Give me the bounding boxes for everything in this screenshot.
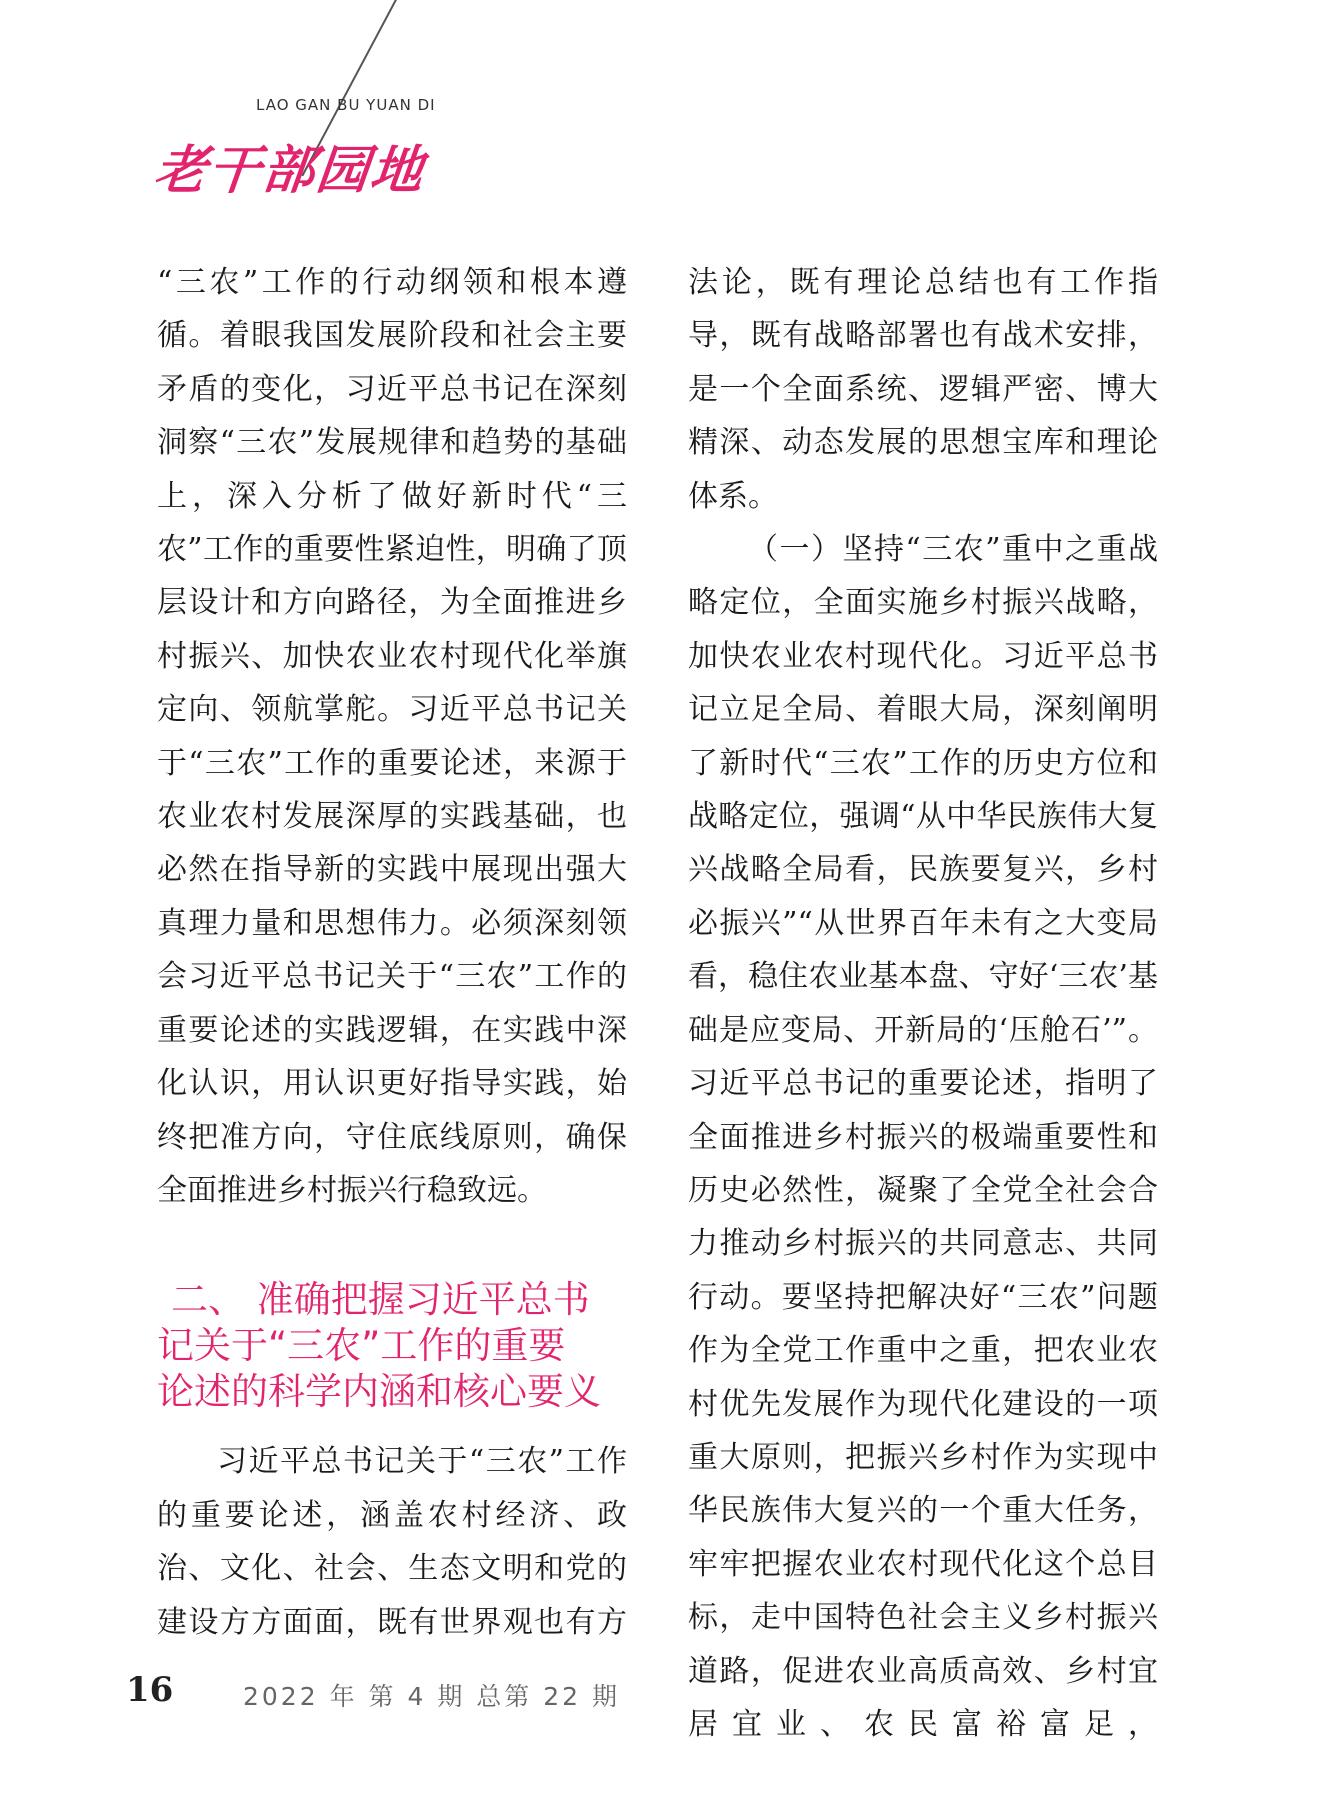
issue-info: 2022 年 第 4 期 总第 22 期 xyxy=(243,1682,620,1711)
right-column xyxy=(688,256,1158,1751)
section-heading-line-2: 记关于“三农”工作的重要 xyxy=(157,1324,566,1368)
masthead-pinyin: LAO GAN BU YUAN DI xyxy=(256,96,436,114)
page-number: 16 xyxy=(126,1670,174,1710)
left-paragraph-1: “三农”工作的行动纲领和根本遵循。着眼我国发展阶段和社会主要矛盾的变化，习近平总书记在深刻洞察“三农”发展规律和趋势的基础上，深入分析了做好新时代“三农”工作的重要性紧迫性，明确了顶层设计和方向路径，为全面推进乡村振兴、加快农业农村现代化举旗定向、领航掌舵。习近平总书记关于“三农”工作的重要论述，来源于农业农村发展深厚的实践基础，也必然在指导新的实践中展现出强大真理力量和思想伟力。必须深刻领会习近平总书记关于“三农”工作的重要论述的实践逻辑，在实践中深化认识，用认识更好指导实践，始终把准方向，守住底线原则，确保全面推进乡村振兴行稳致远。 xyxy=(157,265,627,1208)
section-heading-line-1: 二、 准确把握习近平总书 xyxy=(171,1278,590,1322)
left-paragraph-2: 习近平总书记关于“三农”工作的重要论述，涵盖农村经济、政治、文化、社会、生态文明和党的建设方方面面，既有世界观也有方 xyxy=(157,1444,627,1640)
left-column xyxy=(157,256,627,1649)
section-heading xyxy=(157,1277,627,1415)
masthead-logo: 老干部园地 xyxy=(151,140,428,201)
right-paragraph-1: 法论，既有理论总结也有工作指导，既有战略部署也有战术安排，是一个全面系统、逻辑严密、博大精深、动态发展的思想宝库和理论体系。 xyxy=(688,265,1158,514)
section-heading-line-3: 论述的科学内涵和核心要义 xyxy=(157,1370,601,1414)
right-paragraph-2: （一）坚持“三农”重中之重战略定位，全面实施乡村振兴战略，加快农业农村现代化。习近平总书记立足全局、着眼大局，深刻阐明了新时代“三农”工作的历史方位和战略定位，强调“从中华民族伟大复兴战略全局看，民族要复兴，乡村必振兴”“从世界百年未有之大变局看，稳住农业基本盘、守好‘三农’基础是应变局、开新局的‘压舱石’”。习近平总书记的重要论述，指明了全面推进乡村振兴的极端重要性和历史必然性，凝聚了全党全社会合力推动乡村振兴的共同意志、共同行动。要坚持把解决好“三农”问题作为全党工作重中之重，把农业农村优先发展作为现代化建设的一项重大原则，把振兴乡村作为实现中华民族伟大复兴的一个重大任务，牢牢把握农业农村现代化这个总目标，走中国特色社会主义乡村振兴道路，促进农业高质高效、乡村宜居宜业、农民富裕富足， xyxy=(688,532,1158,1742)
